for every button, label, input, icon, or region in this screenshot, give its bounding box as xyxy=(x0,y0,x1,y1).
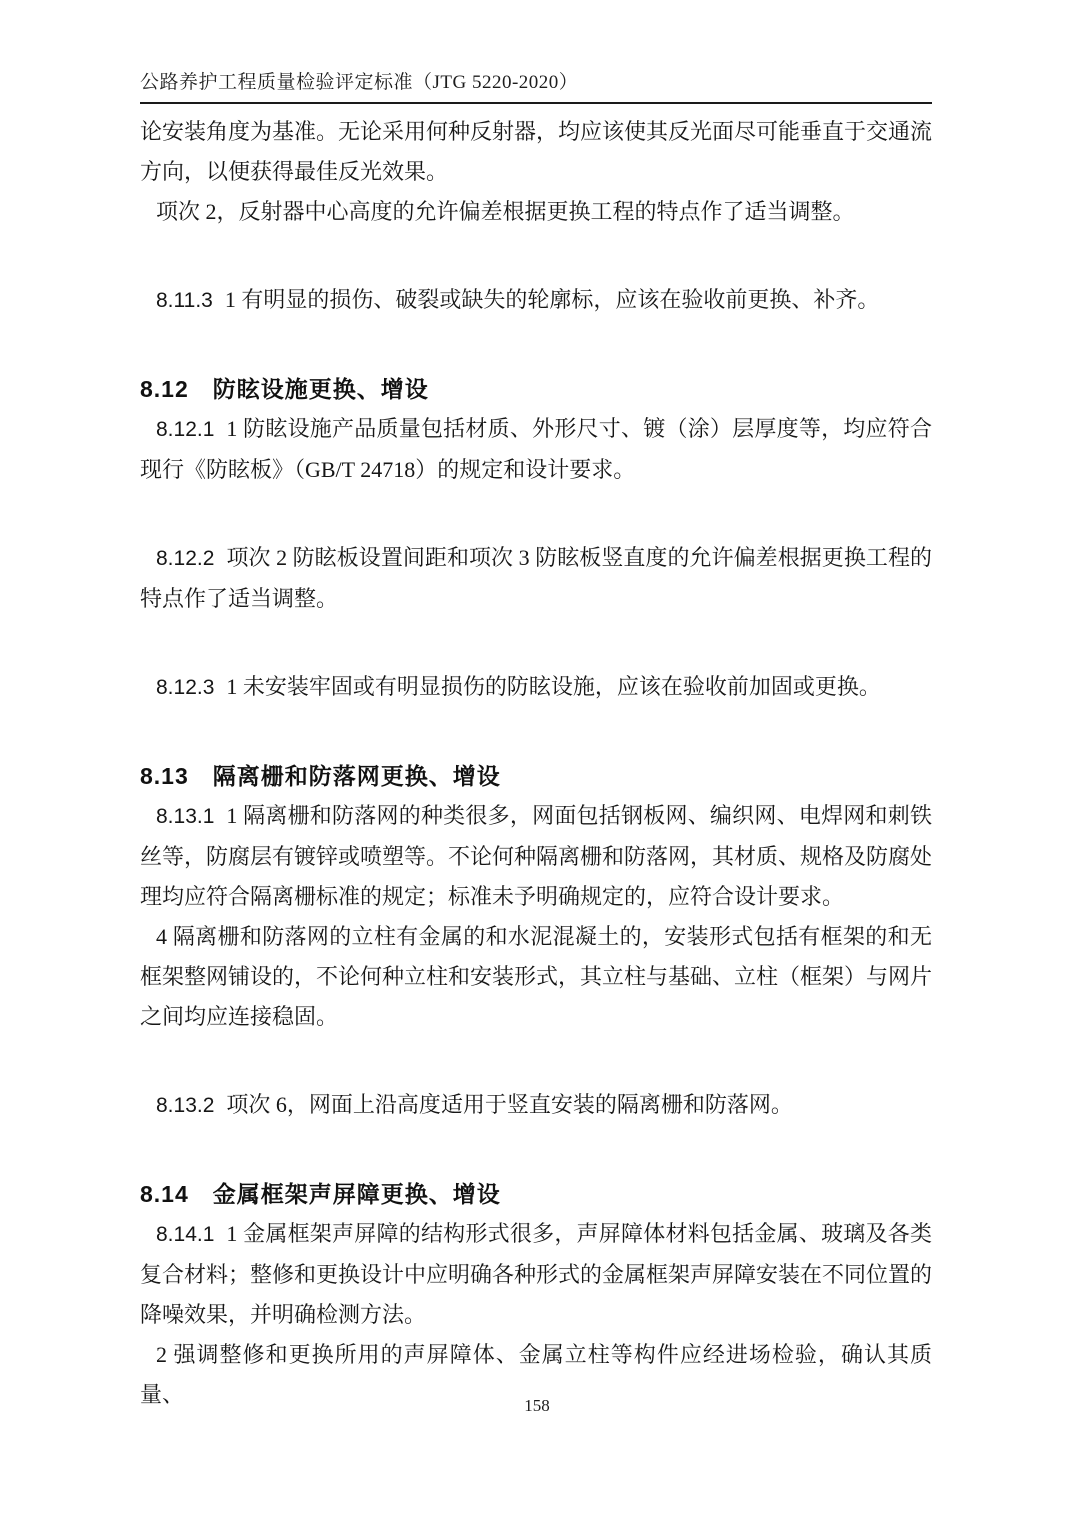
section-heading-8-12 xyxy=(140,369,932,409)
clause-number: 8.12.1 xyxy=(156,418,215,441)
heading-title: 防眩设施更换、增设 xyxy=(212,376,429,402)
clause-number: 8.13.1 xyxy=(156,805,215,828)
heading-number: 8.12 xyxy=(140,376,189,402)
heading-number: 8.14 xyxy=(140,1181,189,1207)
header-title: 公路养护工程质量检验评定标准（JTG 5220-2020） xyxy=(140,72,579,93)
section-heading-8-14 xyxy=(140,1174,932,1214)
clause-number: 8.14.1 xyxy=(156,1223,215,1246)
heading-title: 隔离栅和防落网更换、增设 xyxy=(212,763,501,789)
paragraph: 项次 2，反射器中心高度的允许偏差根据更换工程的特点作了适当调整。 xyxy=(156,199,855,224)
clause-number: 8.13.2 xyxy=(156,1094,215,1117)
clause-text: 1 防眩设施产品质量包括材质、外形尺寸、镀（涂）层厚度等，均应符合现行《防眩板》（GB/T 24718）的规定和设计要求。 xyxy=(140,416,932,482)
clause-text: 项次 2 防眩板设置间距和项次 3 防眩板竖直度的允许偏差根据更换工程的特点作了适当调整。 xyxy=(140,545,932,611)
clause-number: 8.12.3 xyxy=(156,676,215,699)
continued-paragraph: 论安装角度为基准。无论采用何种反射器，均应该使其反光面尽可能垂直于交通流方向，以便获得最佳反光效果。 xyxy=(140,119,933,184)
heading-title: 金属框架声屏障更换、增设 xyxy=(212,1181,501,1207)
clause-8-12-3 xyxy=(140,667,932,708)
page-number: 158 xyxy=(524,1396,550,1415)
section-heading-8-13 xyxy=(140,756,932,796)
page-header xyxy=(140,70,932,104)
clause-8-13-2 xyxy=(140,1085,932,1126)
paragraph: 2 强调整修和更换所用的声屏障体、金属立柱等构件应经进场检验，确认其质量、 xyxy=(140,1342,932,1407)
clause-8-13-1 xyxy=(140,796,932,917)
clause-8-11-3 xyxy=(140,280,932,321)
heading-number: 8.13 xyxy=(140,763,189,789)
clause-text: 1 未安装牢固或有明显损伤的防眩设施，应该在验收前加固或更换。 xyxy=(226,674,881,699)
clause-8-12-2 xyxy=(140,538,932,619)
paragraph: 4 隔离栅和防落网的立柱有金属的和水泥混凝土的，安装形式包括有框架的和无框架整网铺设的，不论何种立柱和安装形式，其立柱与基础、立柱（框架）与网片之间均应连接稳固。 xyxy=(140,924,933,1029)
clause-number: 8.11.3 xyxy=(156,289,213,312)
clause-text: 1 金属框架声屏障的结构形式很多，声屏障体材料包括金属、玻璃及各类复合材料；整修和更换设计中应明确各种形式的金属框架声屏障安装在不同位置的降噪效果，并明确检测方法。 xyxy=(140,1221,933,1327)
page-footer xyxy=(0,1396,1074,1416)
clause-text: 1 隔离栅和防落网的种类很多，网面包括钢板网、编织网、电焊网和刺铁丝等，防腐层有镀锌或喷塑等。不论何种隔离栅和防落网，其材质、规格及防腐处理均应符合隔离栅标准的规定；标准未予明确规定的，应符合设计要求。 xyxy=(140,803,933,909)
page-body xyxy=(140,112,932,1415)
clause-8-12-1 xyxy=(140,409,932,490)
clause-text: 项次 6，网面上沿高度适用于竖直安装的隔离栅和防落网。 xyxy=(226,1092,793,1117)
clause-number: 8.12.2 xyxy=(156,547,215,570)
clause-8-14-1 xyxy=(140,1214,932,1335)
clause-text: 1 有明显的损伤、破裂或缺失的轮廓标，应该在验收前更换、补齐。 xyxy=(224,287,880,312)
